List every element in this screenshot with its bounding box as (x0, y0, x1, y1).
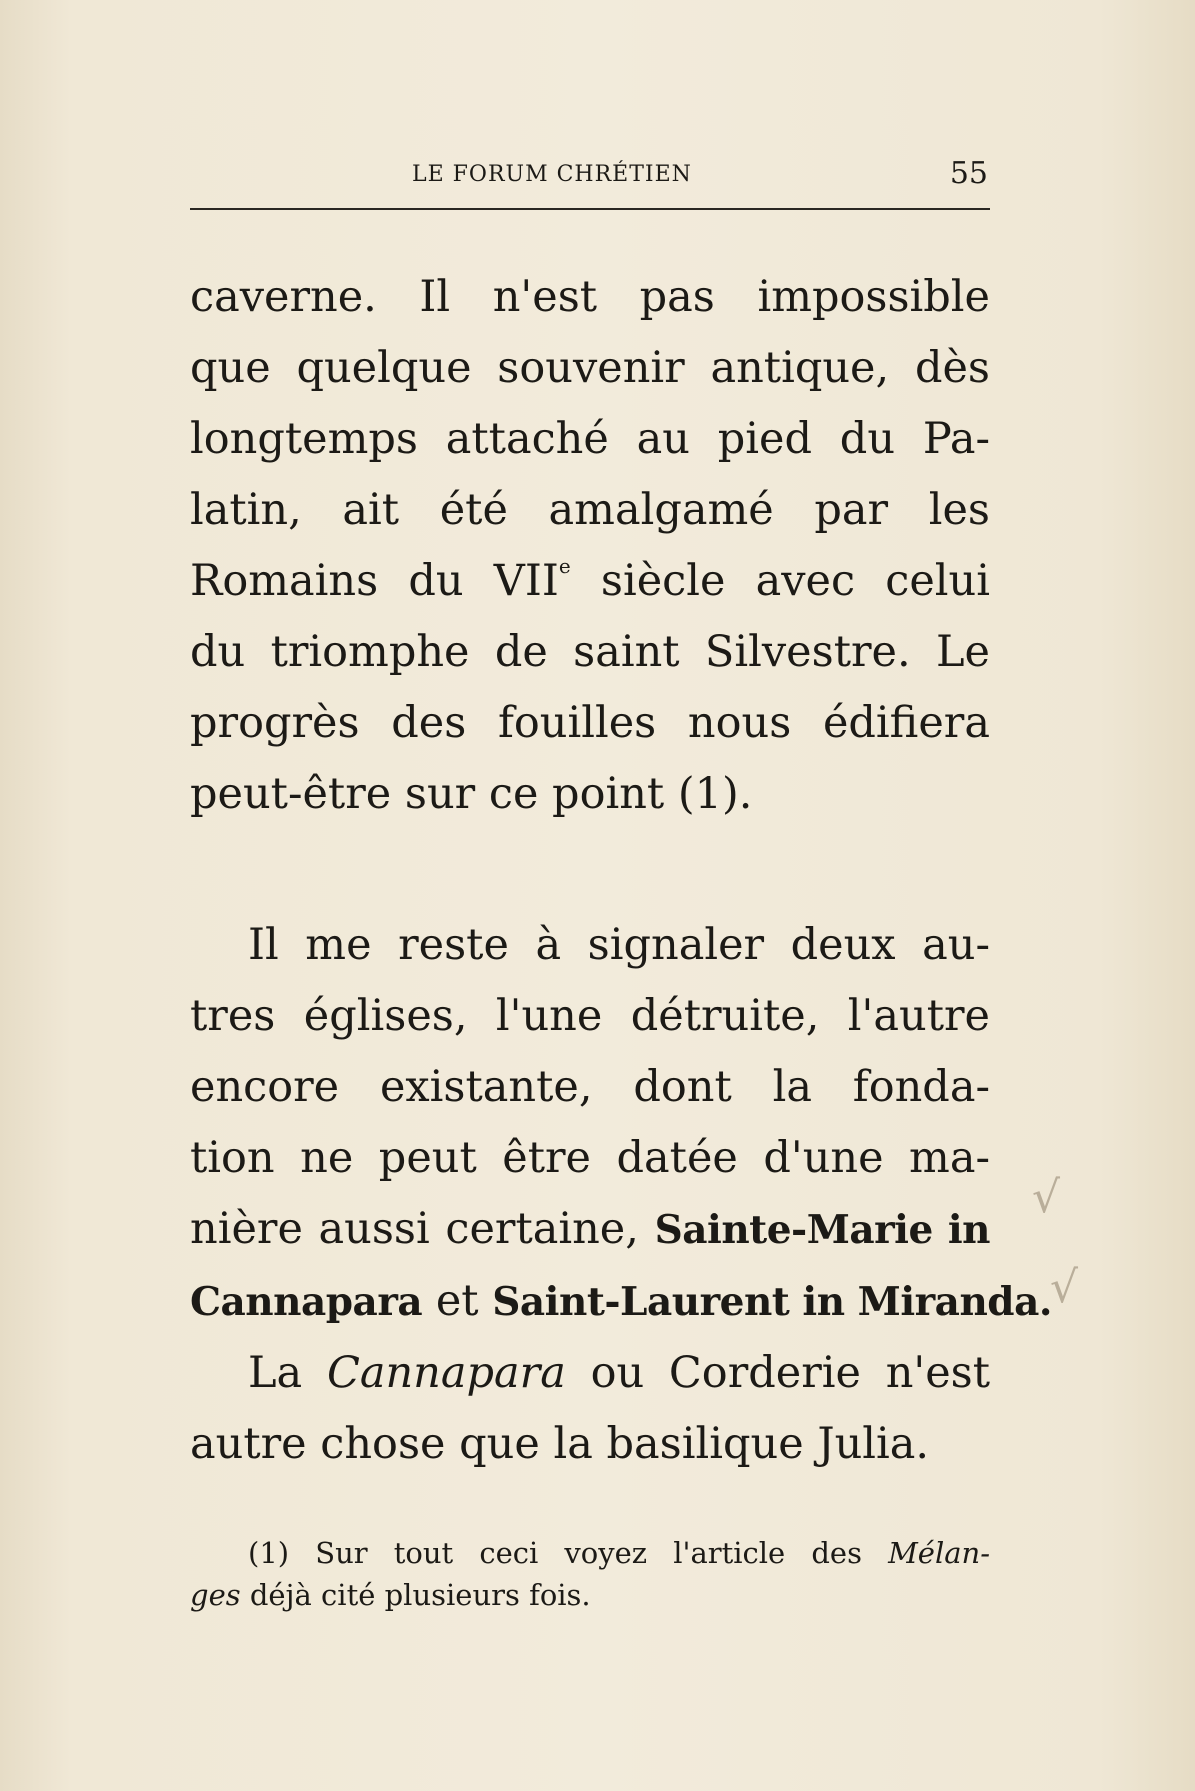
page-number: 55 (949, 156, 988, 191)
footnote (190, 1532, 990, 1616)
italic-term: Mélan- (888, 1536, 990, 1570)
text-line: Il me reste à signaler deux au- (248, 920, 990, 970)
text-line (190, 546, 990, 617)
church-name: Cannapara (190, 1279, 423, 1325)
footnote-line (190, 1532, 990, 1574)
footnote-line (190, 1574, 990, 1616)
text-fragment: (1) Sur tout ceci voyez l'article des (248, 1536, 862, 1570)
text-line (190, 1194, 990, 1266)
text-line: du triomphe de saint Silvestre. Le (190, 627, 990, 677)
text-fragment: siècle avec celui (600, 556, 990, 606)
paragraph-1 (190, 262, 990, 830)
pencil-mark-icon: √ (1032, 1172, 1061, 1223)
paragraph-2 (190, 910, 1052, 1480)
text-line (190, 1338, 990, 1409)
text-line: que quelque souvenir antique, dès (190, 343, 990, 393)
running-head (190, 156, 990, 202)
italic-term: Cannapara (326, 1348, 566, 1398)
text-line: tres églises, l'une détruite, l'autre (190, 991, 990, 1041)
text-line: encore existante, dont la fonda- (190, 1062, 990, 1112)
text-fragment: nière aussi certaine, (190, 1204, 639, 1254)
text-line: tion ne peut être datée d'une ma- (190, 1133, 990, 1183)
text-fragment: La (248, 1348, 303, 1398)
text-fragment: déjà cité plusieurs fois. (249, 1578, 591, 1612)
text-line: progrès des fouilles nous édifiera (190, 698, 990, 748)
text-fragment: Romains du VII (190, 556, 559, 606)
superscript: e (558, 554, 571, 578)
church-name: Saint-Laurent in Miranda. (492, 1279, 1052, 1325)
church-name: Sainte-Marie in (654, 1207, 991, 1253)
header-rule (190, 208, 990, 210)
text-line: autre chose que la basilique Julia. (190, 1419, 930, 1469)
text-fragment: ou Corderie n'est (590, 1348, 991, 1398)
running-head-title: LE FORUM CHRÉTIEN (412, 162, 692, 187)
text-line: longtemps attaché au pied du Pa- (190, 414, 990, 464)
pencil-mark-icon: √ (1050, 1262, 1079, 1313)
text-line: peut-être sur ce point (1). (190, 769, 753, 819)
text-line: caverne. Il n'est pas impossible (190, 272, 990, 322)
italic-term: ges (190, 1578, 241, 1612)
text-fragment: et (435, 1276, 479, 1326)
text-line: latin, ait été amalgamé par les (190, 485, 990, 535)
text-line (190, 1266, 1052, 1338)
